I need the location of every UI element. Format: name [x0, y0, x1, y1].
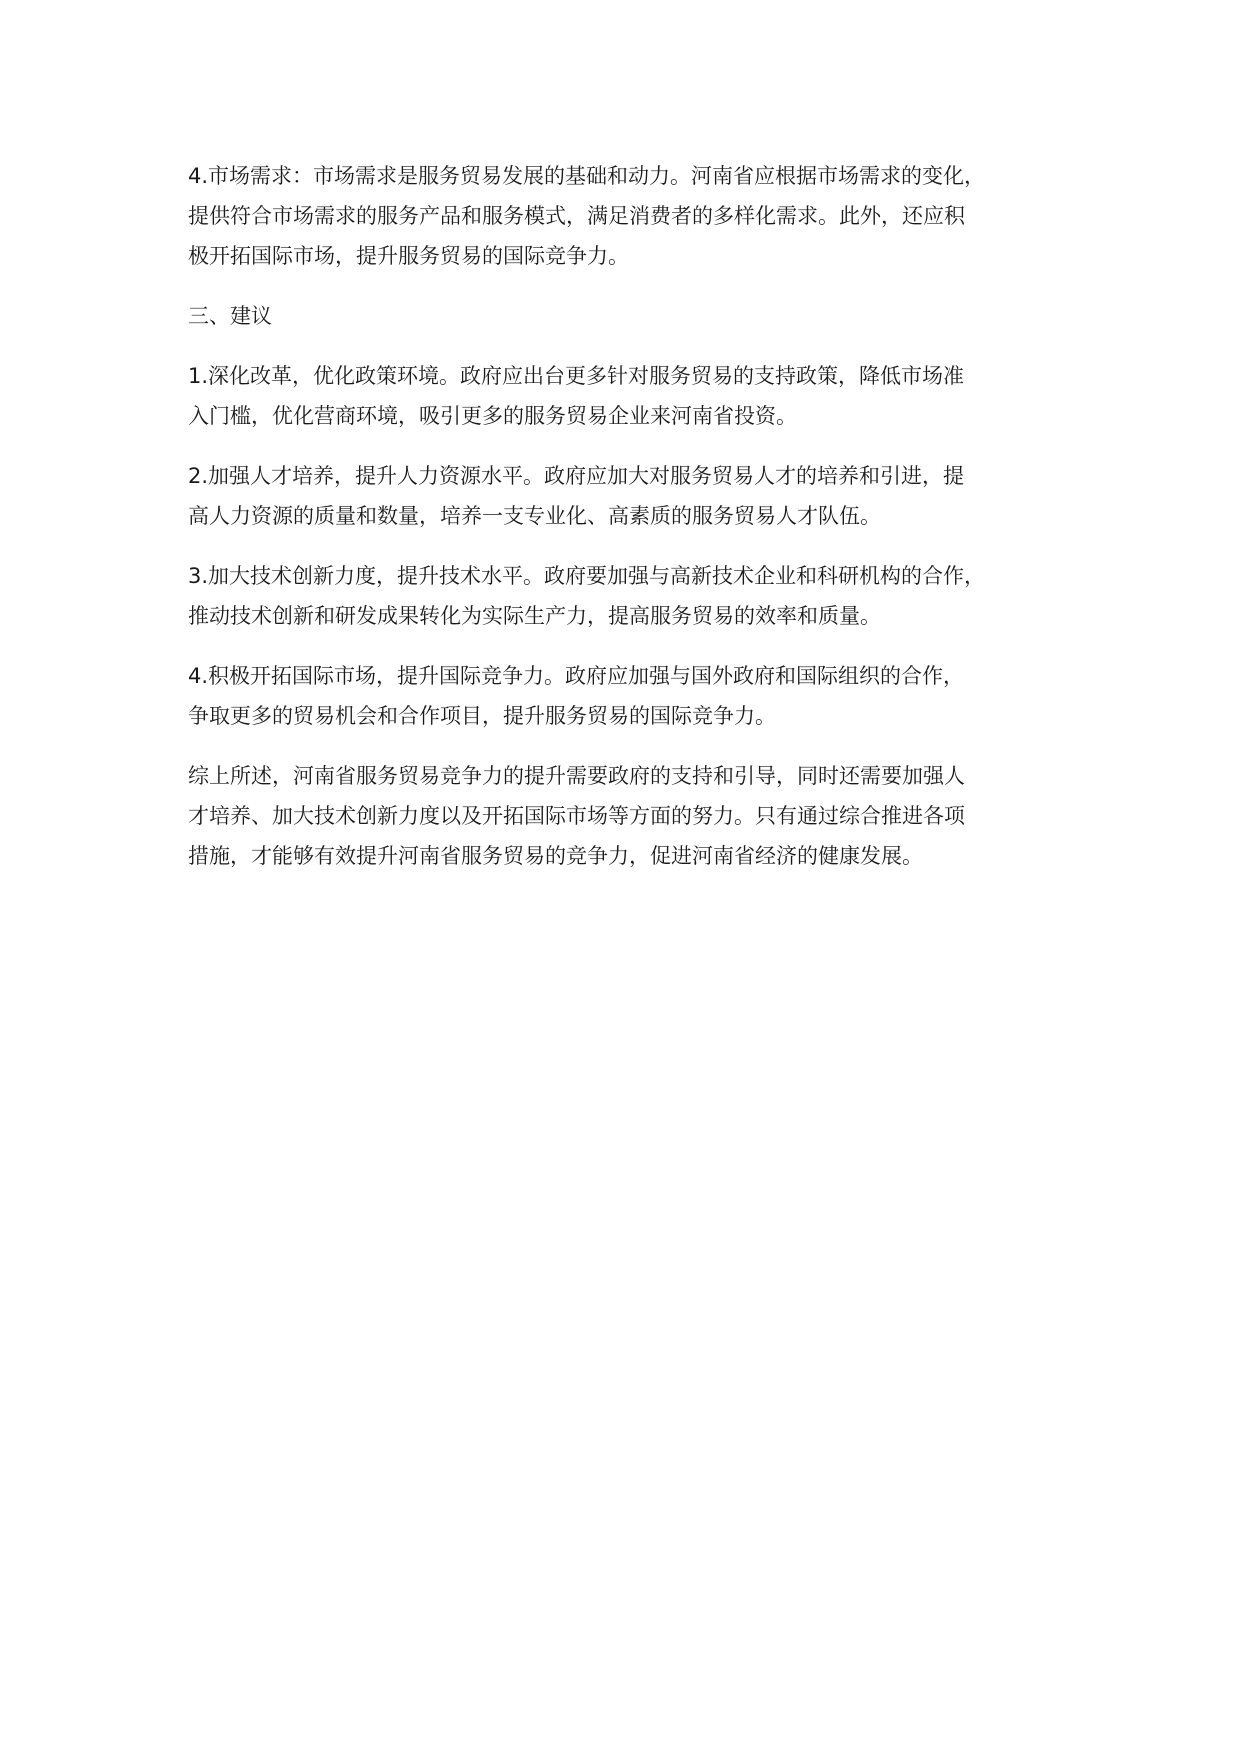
- section-heading-suggestions: [188, 296, 1088, 336]
- paragraph-suggestion-4: [188, 656, 1088, 736]
- text-line: 2.加强人才培养，提升人力资源水平。政府应加大对服务贸易人才的培养和引进，提: [188, 464, 965, 488]
- text-line: 4.积极开拓国际市场，提升国际竞争力。政府应加强与国外政府和国际组织的合作，: [188, 664, 965, 688]
- paragraph-suggestion-1: [188, 356, 1088, 436]
- paragraph-suggestion-2: [188, 456, 1088, 536]
- paragraph-market-demand: [188, 156, 1088, 276]
- text-line: 入门槛，优化营商环境，吸引更多的服务贸易企业来河南省投资。: [188, 404, 797, 428]
- text-line: 推动技术创新和研发成果转化为实际生产力，提高服务贸易的效率和质量。: [188, 604, 881, 628]
- heading-text: 三、建议: [188, 304, 272, 328]
- text-line: 4.市场需求：市场需求是服务贸易发展的基础和动力。河南省应根据市场需求的变化，: [188, 164, 986, 188]
- paragraph-suggestion-3: [188, 556, 1088, 636]
- text-line: 高人力资源的质量和数量，培养一支专业化、高素质的服务贸易人才队伍。: [188, 504, 881, 528]
- text-line: 综上所述，河南省服务贸易竞争力的提升需要政府的支持和引导，同时还需要加强人: [188, 764, 965, 788]
- text-line: 措施，才能够有效提升河南省服务贸易的竞争力，促进河南省经济的健康发展。: [188, 844, 923, 868]
- paragraph-conclusion: [188, 756, 1088, 876]
- text-line: 才培养、加大技术创新力度以及开拓国际市场等方面的努力。只有通过综合推进各项: [188, 804, 965, 828]
- text-line: 争取更多的贸易机会和合作项目，提升服务贸易的国际竞争力。: [188, 704, 776, 728]
- text-line: 极开拓国际市场，提升服务贸易的国际竞争力。: [188, 244, 629, 268]
- text-line: 提供符合市场需求的服务产品和服务模式，满足消费者的多样化需求。此外，还应积: [188, 204, 965, 228]
- text-line: 1.深化改革，优化政策环境。政府应出台更多针对服务贸易的支持政策，降低市场准: [188, 364, 965, 388]
- document-body: [188, 156, 1088, 896]
- text-line: 3.加大技术创新力度，提升技术水平。政府要加强与高新技术企业和科研机构的合作，: [188, 564, 986, 588]
